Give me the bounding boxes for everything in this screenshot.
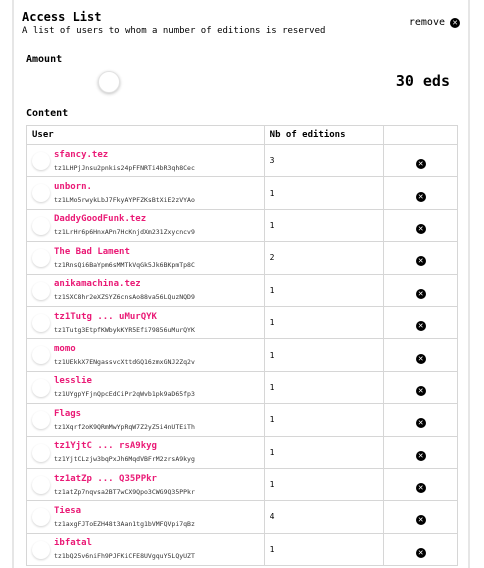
table-row (27, 371, 458, 403)
remove-row-button[interactable] (416, 256, 426, 266)
remove-row-button[interactable] (416, 548, 426, 558)
page-title: Access List (22, 10, 102, 24)
user-address: tz1bQ25v6niFh9PJFKiCFE8UVgquY5LQyUZT (54, 552, 195, 561)
remove-row-button[interactable] (416, 515, 426, 525)
user-name-link[interactable]: The Bad Lament (54, 246, 130, 257)
close-circle-icon: ✕ (416, 386, 426, 396)
editions-cell: 1 (264, 436, 384, 468)
editions-cell: 4 (264, 501, 384, 533)
avatar (32, 444, 50, 462)
avatar (32, 184, 50, 202)
table-row (27, 306, 458, 338)
table-row (27, 242, 458, 274)
editions-cell: 1 (264, 371, 384, 403)
remove-label: remove (408, 17, 445, 28)
actions-cell (384, 274, 458, 306)
user-address: tz1LrHr6p6HnxAPn7HcKnjdXm231Zxycncv9 (54, 228, 195, 237)
user-name-link[interactable]: lesslie (54, 376, 92, 387)
amount-label: Amount (26, 54, 63, 65)
user-name-link[interactable]: Flags (54, 408, 82, 419)
user-cell (27, 242, 265, 274)
actions-cell (384, 145, 458, 177)
access-list-table (26, 125, 458, 566)
remove-row-button[interactable] (416, 354, 426, 364)
actions-cell (384, 177, 458, 209)
avatar (32, 411, 50, 429)
avatar (32, 541, 50, 559)
close-circle-icon: ✕ (416, 321, 426, 331)
actions-cell (384, 242, 458, 274)
user-address: tz1atZp7nqvsa2BT7wCX9Qpo3CWG9Q35PPkr (54, 487, 195, 496)
close-circle-icon: ✕ (416, 483, 426, 493)
avatar (32, 249, 50, 267)
table-row (27, 436, 458, 468)
editions-cell: 1 (264, 468, 384, 500)
user-name-link[interactable]: tz1YjtC ... rsA9kyg (54, 441, 157, 452)
user-name-link[interactable]: ibfatal (54, 538, 92, 549)
editions-cell: 3 (264, 145, 384, 177)
close-circle-icon: ✕ (450, 18, 460, 28)
user-address: tz1axgFJToEZH48t3Aan1tg1bVMFQVpi7qBz (54, 519, 195, 528)
table-row (27, 533, 458, 565)
avatar (32, 379, 50, 397)
user-cell (27, 436, 265, 468)
editions-cell: 1 (264, 339, 384, 371)
user-name-link[interactable]: momo (54, 344, 76, 355)
user-cell (27, 145, 265, 177)
actions-cell (384, 404, 458, 436)
avatar (32, 282, 50, 300)
user-address: tz1LMo5rwykLbJ7FkyAYPFZKsBtXiE2zVYAo (54, 196, 195, 205)
close-circle-icon: ✕ (416, 451, 426, 461)
user-cell (27, 306, 265, 338)
close-circle-icon: ✕ (416, 548, 426, 558)
remove-row-button[interactable] (416, 451, 426, 461)
user-cell (27, 274, 265, 306)
remove-row-button[interactable] (416, 483, 426, 493)
table-row (27, 145, 458, 177)
editions-cell: 1 (264, 404, 384, 436)
user-cell (27, 533, 265, 565)
editions-cell: 1 (264, 306, 384, 338)
user-address: tz1Xqrf2oK9QRmMwYpRqW7Z2yZ5i4nUTEiTh (54, 422, 195, 431)
column-header-user: User (27, 126, 265, 145)
user-name-link[interactable]: Tiesa (54, 505, 82, 516)
close-circle-icon: ✕ (416, 418, 426, 428)
table-row (27, 468, 458, 500)
table-row (27, 339, 458, 371)
user-cell (27, 501, 265, 533)
avatar (32, 476, 50, 494)
user-address: tz1RnsQi6BaYpm6sMMTkVqGk5Jk6BKpmTp8C (54, 260, 195, 269)
close-circle-icon: ✕ (416, 289, 426, 299)
user-name-link[interactable]: DaddyGoodFunk.tez (54, 214, 147, 225)
actions-cell (384, 501, 458, 533)
actions-cell (384, 371, 458, 403)
page-subtitle: A list of users to whom a number of editions is reserved (22, 26, 326, 36)
editions-cell: 1 (264, 209, 384, 241)
actions-cell (384, 209, 458, 241)
user-address: tz1SXC8hr2eXZSYZ6cnsAo88va56LQuzNQD9 (54, 293, 195, 302)
remove-row-button[interactable] (416, 418, 426, 428)
remove-row-button[interactable] (416, 321, 426, 331)
amount-value: 30 eds (395, 72, 450, 90)
table-header-row (27, 126, 458, 145)
editions-cell: 1 (264, 274, 384, 306)
avatar (32, 217, 50, 235)
table-row (27, 177, 458, 209)
user-cell (27, 209, 265, 241)
close-circle-icon: ✕ (416, 354, 426, 364)
editions-cell: 2 (264, 242, 384, 274)
actions-cell (384, 306, 458, 338)
close-circle-icon: ✕ (416, 515, 426, 525)
table-row (27, 209, 458, 241)
user-name-link[interactable]: tz1atZp ... Q35PPkr (54, 473, 157, 484)
table-row (27, 404, 458, 436)
user-address: tz1LHPjJnsu2pnkis24pFFNRTi4bR3qh8Cec (54, 163, 195, 172)
user-cell (27, 468, 265, 500)
content-label: Content (26, 108, 69, 119)
user-address: tz1UEkkX7ENgassvcXttdGQ16zmxGNJ2Zq2v (54, 358, 195, 367)
avatar (32, 346, 50, 364)
user-address: tz1YjtCLzjw3bqPxJh6MqdVBFrM2zrsA9kyg (54, 455, 195, 464)
table-row (27, 274, 458, 306)
editions-cell: 1 (264, 177, 384, 209)
remove-row-button[interactable] (416, 386, 426, 396)
close-circle-icon: ✕ (416, 159, 426, 169)
column-header-editions: Nb of editions (264, 126, 384, 145)
avatar (32, 508, 50, 526)
actions-cell (384, 533, 458, 565)
avatar (32, 314, 50, 332)
user-cell (27, 404, 265, 436)
user-name-link[interactable]: tz1Tutg ... uMurQYK (54, 311, 157, 322)
close-circle-icon: ✕ (416, 224, 426, 234)
user-name-link[interactable]: unborn. (54, 182, 92, 193)
amount-slider-handle[interactable] (98, 71, 120, 93)
editions-cell: 1 (264, 533, 384, 565)
close-circle-icon: ✕ (416, 192, 426, 202)
remove-row-button[interactable] (416, 224, 426, 234)
remove-button[interactable] (409, 17, 460, 28)
user-name-link[interactable]: sfancy.tez (54, 149, 109, 160)
remove-row-button[interactable] (416, 159, 426, 169)
close-circle-icon: ✕ (416, 256, 426, 266)
user-cell (27, 339, 265, 371)
user-address: tz1UYgpYFjnQpcEdCiPr2qWvb1pk9aD65fp3 (54, 390, 195, 399)
actions-cell (384, 436, 458, 468)
user-name-link[interactable]: anikamachina.tez (54, 279, 141, 290)
actions-cell (384, 339, 458, 371)
table-body (27, 145, 458, 566)
remove-row-button[interactable] (416, 192, 426, 202)
table-row (27, 501, 458, 533)
remove-row-button[interactable] (416, 289, 426, 299)
avatar (32, 152, 50, 170)
user-address: tz1Tutg3EtpfKWbykKYR5Efi79856uMurQYK (54, 325, 195, 334)
actions-cell (384, 468, 458, 500)
column-header-actions (384, 126, 458, 145)
user-cell (27, 371, 265, 403)
user-cell (27, 177, 265, 209)
